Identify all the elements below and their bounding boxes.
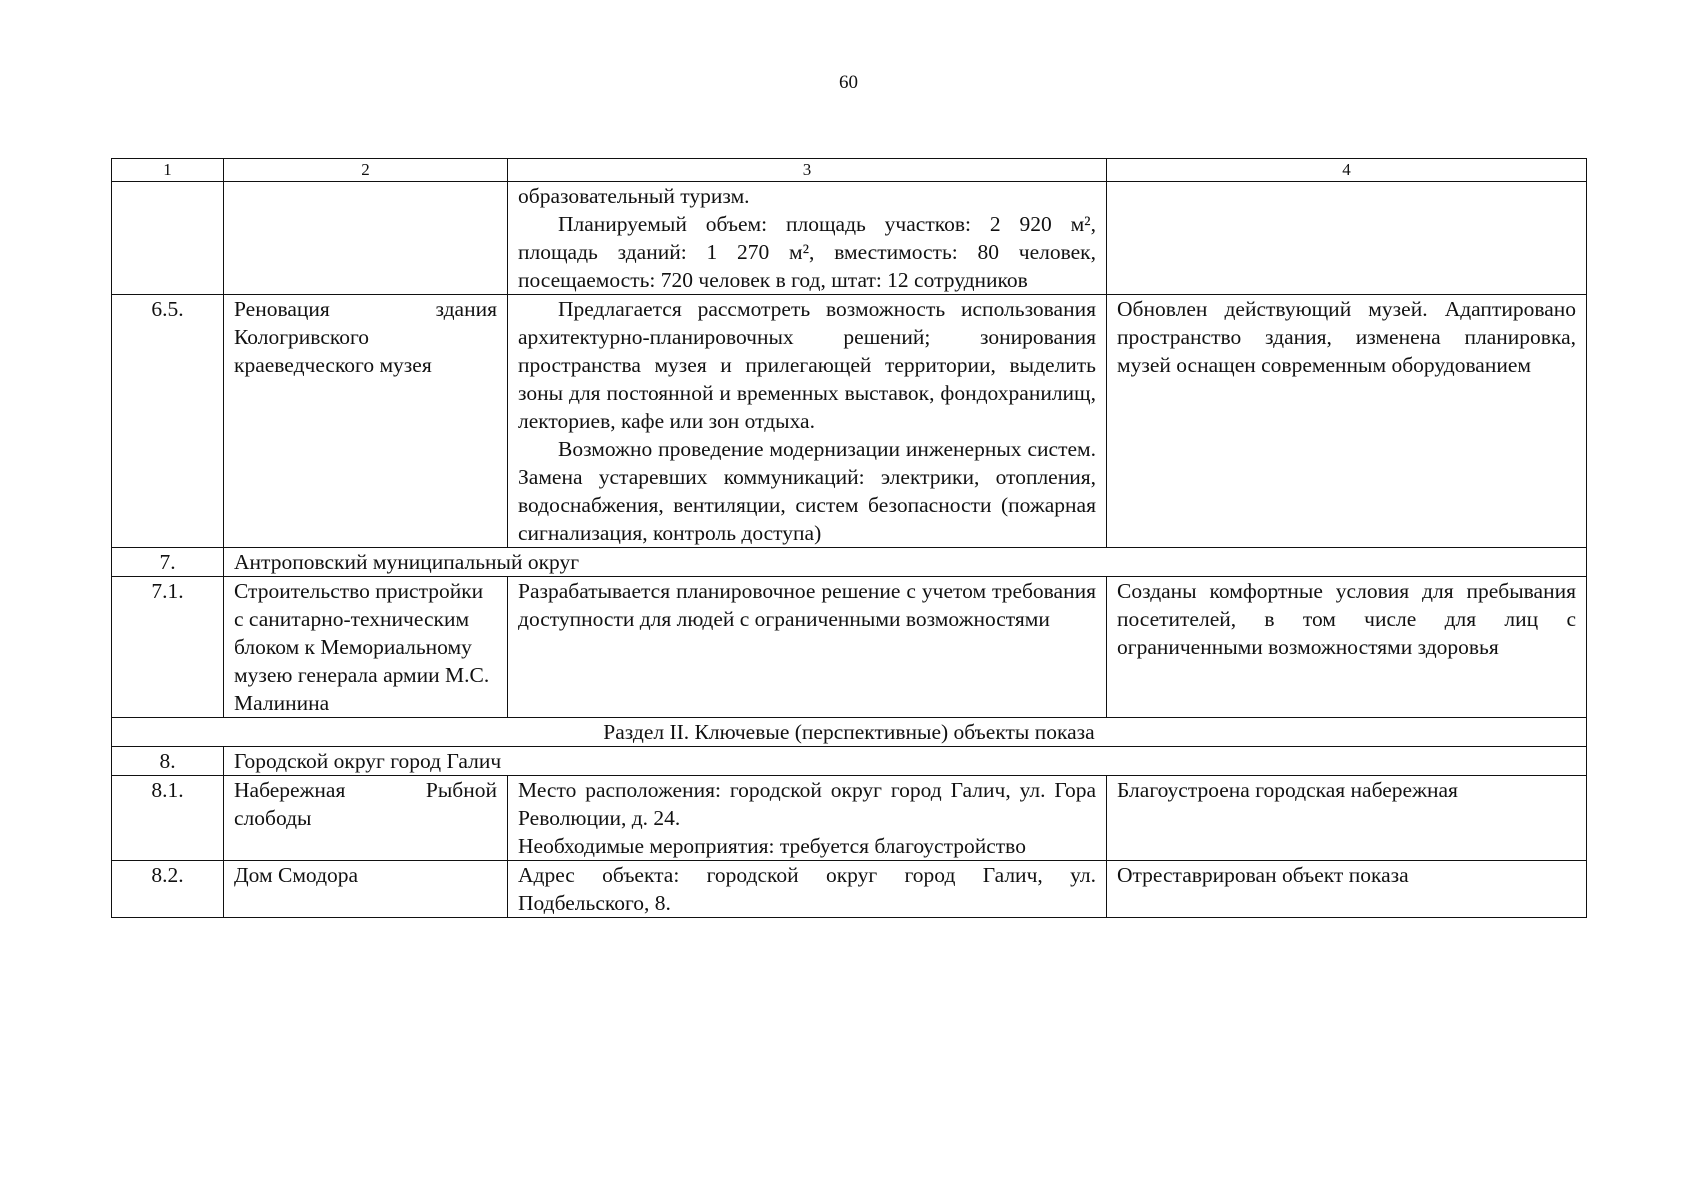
cell-description	[508, 295, 1107, 548]
table-row-8-2	[112, 861, 1587, 918]
table-row-6-5	[112, 295, 1587, 548]
cell-result: Созданы комфортные условия для пребывания посетителей, в том числе для лиц с ограниченными возможностями здоровья	[1107, 577, 1587, 718]
table-row-7-1	[112, 577, 1587, 718]
section-title: Городской округ город Галич	[224, 747, 1587, 776]
cell-name: Реновация здания Кологривского краеведческого музея	[224, 295, 508, 548]
cell-name: Дом Смодора	[224, 861, 508, 918]
cell-num: 7.1.	[112, 577, 224, 718]
cell-result	[1107, 182, 1587, 295]
section-heading: Раздел II. Ключевые (перспективные) объекты показа	[112, 718, 1587, 747]
cell-name: Набережная Рыбной слободы	[224, 776, 508, 861]
cell-result: Отреставрирован объект показа	[1107, 861, 1587, 918]
section-title: Антроповский муниципальный округ	[224, 548, 1587, 577]
desc-paragraph-1: образовательный туризм.	[518, 184, 750, 208]
table-header-row	[112, 159, 1587, 182]
cell-num: 6.5.	[112, 295, 224, 548]
table-row-7	[112, 548, 1587, 577]
table-row-section-2	[112, 718, 1587, 747]
cell-num: 8.	[112, 747, 224, 776]
content-table	[111, 158, 1587, 918]
header-col-2: 2	[224, 159, 508, 182]
desc-paragraph-1: Место расположения: городской округ город Галич, ул. Гора Революции, д. 24.	[518, 778, 1096, 830]
cell-description: Разрабатывается планировочное решение с учетом требования доступности для людей с ограниченными возможностями	[508, 577, 1107, 718]
page-number: 60	[839, 72, 858, 93]
table-row-8	[112, 747, 1587, 776]
cell-name: Строительство пристройки с санитарно-техническим блоком к Мемориальному музею генерала армии М.С. Малинина	[224, 577, 508, 718]
desc-paragraph-2: Необходимые мероприятия: требуется благоустройство	[518, 834, 1026, 858]
cell-description: Адрес объекта: городской округ город Галич, ул. Подбельского, 8.	[508, 861, 1107, 918]
cell-result: Обновлен действующий музей. Адаптировано пространство здания, изменена планировка, музей оснащен современным оборудованием	[1107, 295, 1587, 548]
header-col-3: 3	[508, 159, 1107, 182]
table-row-8-1	[112, 776, 1587, 861]
cell-description	[508, 182, 1107, 295]
desc-paragraph-1: Предлагается рассмотреть возможность использования архитектурно-планировочных решений; зонирования пространства музея и прилегающей территории, выделить зоны для постоянной и временных выставок, фондохранилищ, лекториев, кафе или зон отдыха.	[518, 297, 1096, 433]
header-col-1: 1	[112, 159, 224, 182]
desc-paragraph-2: Планируемый объем: площадь участков: 2 920 м², площадь зданий: 1 270 м², вместимость: 80 человек, посещаемость: 720 человек в год, штат: 12 сотрудников	[518, 212, 1096, 292]
cell-num	[112, 182, 224, 295]
header-col-4: 4	[1107, 159, 1587, 182]
desc-paragraph-2: Возможно проведение модернизации инженерных систем. Замена устаревших коммуникаций: электрики, отопления, водоснабжения, вентиляции, систем безопасности (пожарная сигнализация, контроль доступа)	[518, 437, 1096, 545]
cell-num: 7.	[112, 548, 224, 577]
cell-name	[224, 182, 508, 295]
cell-num: 8.2.	[112, 861, 224, 918]
cell-num: 8.1.	[112, 776, 224, 861]
cell-result: Благоустроена городская набережная	[1107, 776, 1587, 861]
table-row-continuation	[112, 182, 1587, 295]
cell-description	[508, 776, 1107, 861]
